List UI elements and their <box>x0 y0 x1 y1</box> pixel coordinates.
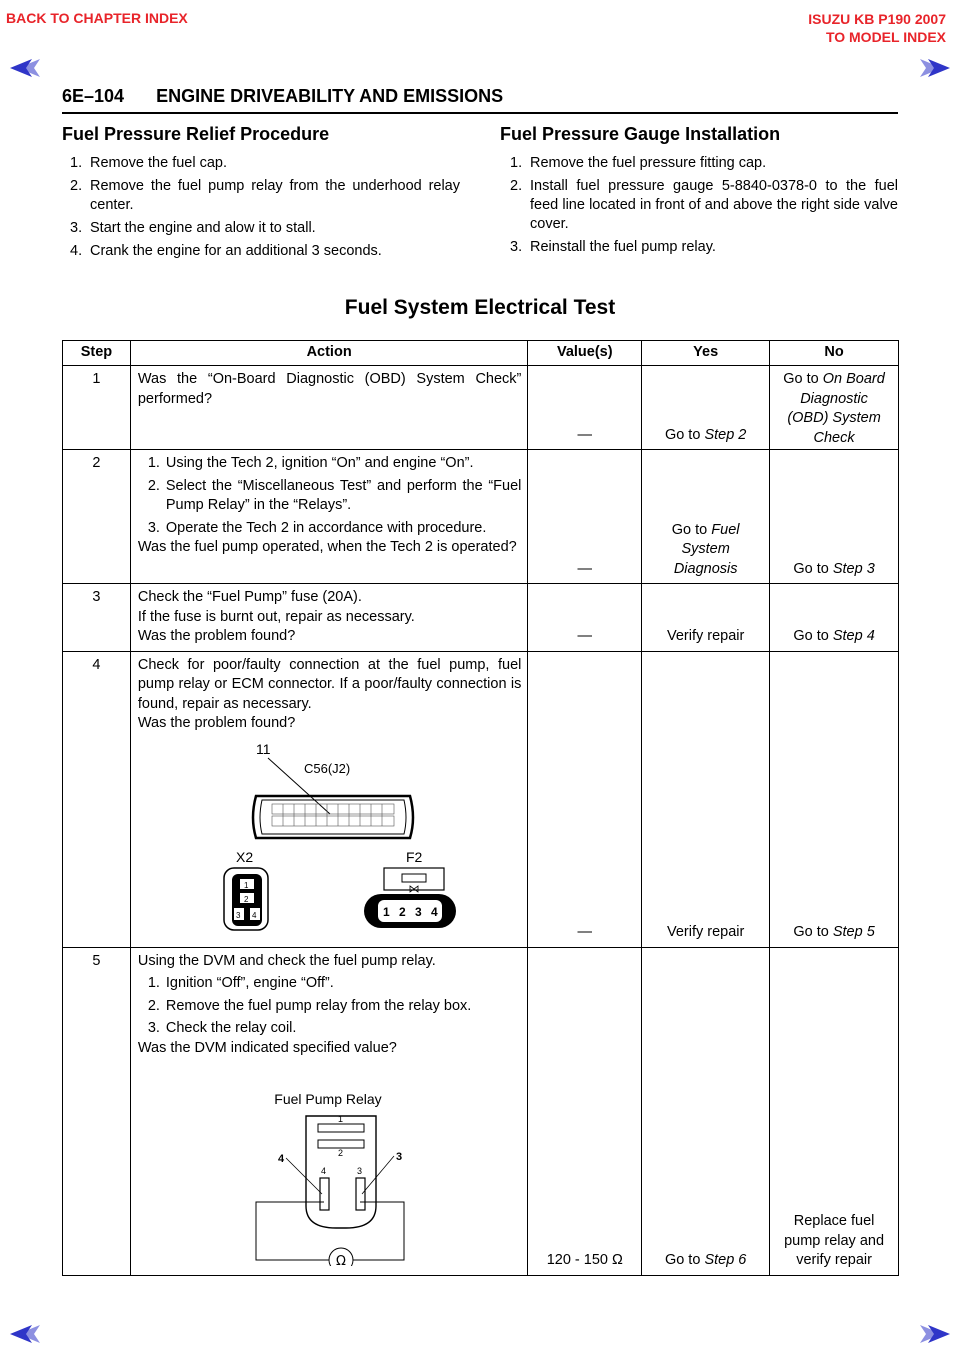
yes-cell: Verify repair <box>642 651 770 947</box>
question: Was the fuel pump operated, when the Tech 2 is operated? <box>137 539 517 555</box>
header-action: Action <box>130 341 528 366</box>
x2-label: X2 <box>235 848 253 865</box>
back-to-chapter-index-link[interactable]: BACK TO CHAPTER INDEX <box>6 10 188 26</box>
relay-icon <box>306 1116 376 1228</box>
page-header <box>62 86 503 107</box>
header-yes: Yes <box>642 341 770 366</box>
step-number: 1 <box>63 366 131 450</box>
step-number: 3 <box>63 584 131 652</box>
sub-step: 2. Select the “Miscellaneous Test” and perform the “Fuel Pump Relay” in the “Relays”. <box>147 477 522 513</box>
no-cell: Replace fuel pump relay and verify repair <box>770 947 899 1275</box>
no-cell: Go to Step 5 <box>770 651 899 947</box>
connector-diagram <box>200 734 460 934</box>
sub-step: 1. Using the Tech 2, ignition “On” and engine “On”. <box>147 455 474 471</box>
no-link[interactable]: On Board Diagnostic (OBD) System Check <box>787 371 885 446</box>
f2-connector-icon <box>364 868 456 928</box>
svg-text:2: 2 <box>337 1148 343 1158</box>
yes-link[interactable]: Step 2 <box>704 426 747 443</box>
yes-link[interactable]: Step 6 <box>704 1252 747 1268</box>
yes-cell: Verify repair <box>642 584 770 652</box>
table-row <box>63 947 899 1275</box>
prev-page-bottom-arrow-icon[interactable] <box>8 1322 42 1346</box>
list-item: 1. Remove the fuel pressure fitting cap. <box>510 155 767 171</box>
action-cell: Check for poor/faulty connection at the fuel pump, fuel pump relay or ECM connector. If a poor/faulty connection is found, repair as necessary. Was the problem found? 11 C56(J2) X2 F2 1 2 3 4 1 2 3 4 <box>130 651 528 947</box>
yes-link[interactable]: Fuel System Diagnosis <box>673 521 740 577</box>
relief-procedure-title: Fuel Pressure Relief Procedure <box>62 124 330 144</box>
list-item: 1. Remove the fuel cap. <box>70 155 228 171</box>
sub-step: 3. Operate the Tech 2 in accordance with procedure. <box>147 519 487 536</box>
svg-text:4: 4 <box>320 1166 326 1176</box>
action-cell: Using the DVM and check the fuel pump relay. 1. Ignition “Off”, engine “Off”. 2. Remove the fuel pump relay from the relay box. 3. Check the relay coil. Was the DVM indicated specified value? Fuel Pump Relay 1 2 4 3 4 3 Ω <box>130 947 528 1275</box>
value-cell: — <box>528 584 642 652</box>
next-page-arrow-icon[interactable] <box>918 56 952 80</box>
sub-step: 2. Remove the fuel pump relay from the relay box. <box>147 997 472 1014</box>
gauge-steps <box>510 154 898 261</box>
f2-label: F2 <box>405 848 422 865</box>
list-item: 2. Remove the fuel pump relay from the underhood relay center. <box>70 178 460 213</box>
step-number: 4 <box>63 651 131 947</box>
header-rule <box>62 112 898 114</box>
no-link[interactable]: Step 5 <box>832 924 875 940</box>
model-title-link[interactable]: ISUZU KB P190 2007 <box>808 11 946 27</box>
action-cell: Was the “On-Board Diagnostic (OBD) System Check” performed? <box>130 366 528 450</box>
table-row <box>63 584 899 652</box>
c56-pin-grid <box>272 804 394 826</box>
svg-text:2: 2 <box>398 904 406 919</box>
header-step: Step <box>63 341 131 366</box>
no-link[interactable]: Step 3 <box>832 560 875 577</box>
no-cell: Go to Step 3 <box>770 450 899 584</box>
no-cell: Go to On Board Diagnostic (OBD) System Check <box>770 366 899 450</box>
c56-connector-label: C56(J2) <box>303 760 350 776</box>
list-item: 3. Reinstall the fuel pump relay. <box>510 239 716 255</box>
yes-cell: Go to Step 6 <box>642 947 770 1275</box>
no-cell: Go to Step 4 <box>770 584 899 652</box>
svg-text:3: 3 <box>414 904 422 919</box>
sub-step: 3. Check the relay coil. <box>147 1020 297 1036</box>
yes-cell: Go to Step 2 <box>642 366 770 450</box>
value-cell: — <box>528 450 642 584</box>
sub-step: 1. Ignition “Off”, engine “Off”. <box>147 975 334 991</box>
page-number: 6E–104 <box>62 86 125 106</box>
svg-text:4: 4 <box>430 904 438 919</box>
pin-11-label: 11 <box>255 740 271 757</box>
relay-title: Fuel Pump Relay <box>273 1091 382 1107</box>
svg-text:4: 4 <box>251 910 257 920</box>
yes-cell: Go to Fuel System Diagnosis <box>642 450 770 584</box>
value-cell: — <box>528 366 642 450</box>
svg-text:1: 1 <box>382 904 390 919</box>
table-row <box>63 651 899 947</box>
value-cell: — <box>528 651 642 947</box>
table-title: Fuel System Electrical Test <box>344 296 616 319</box>
chapter-title: ENGINE DRIVEABILITY AND EMISSIONS <box>156 86 504 106</box>
table-row <box>63 366 899 450</box>
electrical-test-table <box>62 340 899 1276</box>
prev-page-arrow-icon[interactable] <box>8 56 42 80</box>
no-link[interactable]: Step 4 <box>832 628 875 644</box>
svg-text:3: 3 <box>235 910 241 920</box>
header-values: Value(s) <box>528 341 642 366</box>
value-cell: 120 - 150 Ω <box>528 947 642 1275</box>
gauge-installation-title: Fuel Pressure Gauge Installation <box>500 124 781 144</box>
relay-diagram <box>200 1090 460 1266</box>
action-cell <box>130 450 528 584</box>
header-no: No <box>770 341 899 366</box>
svg-text:3: 3 <box>356 1166 362 1176</box>
table-header-row <box>63 341 899 366</box>
table-row <box>63 450 899 584</box>
x2-connector-icon <box>224 868 268 930</box>
step-number: 2 <box>63 450 131 584</box>
next-page-bottom-arrow-icon[interactable] <box>918 1322 952 1346</box>
list-item: 4. Crank the engine for an additional 3 seconds. <box>70 243 382 259</box>
svg-text:1: 1 <box>337 1114 343 1124</box>
to-model-index-link[interactable]: TO MODEL INDEX <box>825 29 946 45</box>
list-item: 3. Start the engine and alow it to stall. <box>70 220 316 236</box>
list-item: 2. Install fuel pressure gauge 5-8840-0378-0 to the fuel feed line located in front of and above the right side valve cover. <box>510 178 898 232</box>
relief-steps <box>70 154 460 265</box>
c56-connector-icon <box>253 796 413 838</box>
action-cell: Check the “Fuel Pump” fuse (20A). If the fuse is burnt out, repair as necessary. Was the problem found? <box>130 584 528 652</box>
svg-text:4: 4 <box>277 1153 284 1165</box>
svg-text:1: 1 <box>243 880 249 890</box>
step-number: 5 <box>63 947 131 1275</box>
svg-text:Ω: Ω <box>335 1254 346 1266</box>
svg-text:2: 2 <box>243 894 249 904</box>
svg-text:3: 3 <box>395 1151 402 1163</box>
